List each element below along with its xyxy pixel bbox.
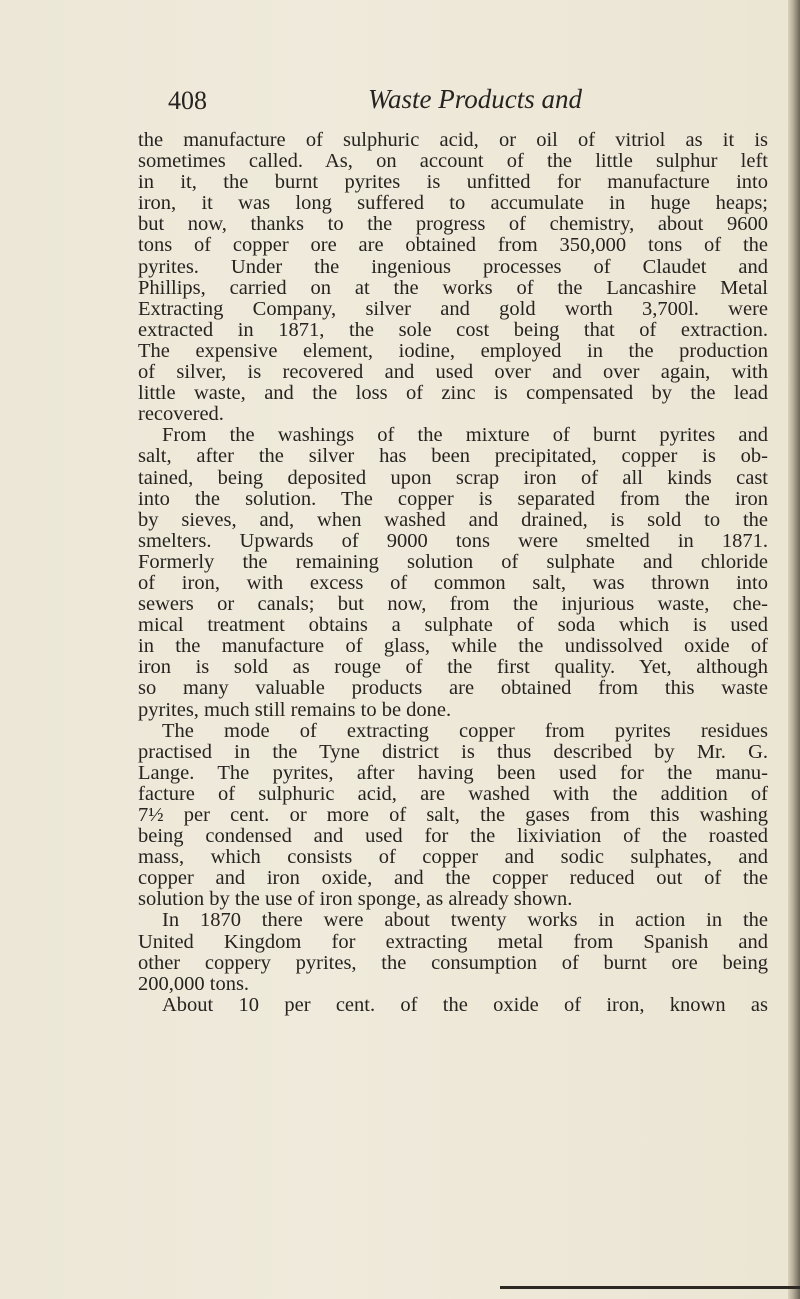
text-line: Lange. The pyrites, after having been used for the manu- — [138, 761, 768, 784]
text-line: Phillips, carried on at the works of the Lancashire Metal — [138, 276, 768, 299]
text-line: smelters. Upwards of 9000 tons were smelted in 1871. — [138, 529, 768, 552]
text-line: United Kingdom for extracting metal from Spanish and — [138, 930, 768, 953]
text-line: tained, being deposited upon scrap iron of all kinds cast — [138, 466, 768, 489]
text-line: so many valuable products are obtained from this waste — [138, 677, 768, 700]
text-line: recovered. — [138, 403, 224, 426]
text-line: of iron, with excess of common salt, was thrown into — [138, 571, 768, 594]
text-line: in the manufacture of glass, while the undissolved oxide of — [138, 635, 768, 658]
text-line: but now, thanks to the progress of chemistry, about 9600 — [138, 213, 768, 236]
text-line: About 10 per cent. of the oxide of iron, known as — [162, 993, 768, 1016]
text-line: salt, after the silver has been precipitated, copper is ob- — [138, 445, 768, 468]
text-line: extracted in 1871, the sole cost being that of extraction. — [138, 318, 768, 341]
text-line: iron, it was long suffered to accumulate in huge heaps; — [138, 192, 768, 215]
text-line: by sieves, and, when washed and drained, is sold to the — [138, 508, 768, 531]
text-line: In 1870 there were about twenty works in action in the — [162, 909, 768, 932]
text-line: The mode of extracting copper from pyrites residues — [162, 719, 768, 742]
text-line: pyrites. Under the ingenious processes of Claudet and — [138, 255, 768, 278]
text-line: pyrites, much still remains to be done. — [138, 698, 452, 721]
text-line: mass, which consists of copper and sodic sulphates, and — [138, 846, 768, 869]
page-header — [168, 86, 768, 126]
text-line: facture of sulphuric acid, are washed with the addition of — [138, 782, 768, 805]
text-line: the manufacture of sulphuric acid, or oil of vitriol as it is — [138, 129, 768, 151]
text-line: tons of copper ore are obtained from 350,000 tons of the — [138, 234, 768, 257]
text-line: little waste, and the loss of zinc is compensated by the lead — [138, 382, 768, 405]
scan-bottom-edge — [500, 1286, 800, 1289]
page-number: 408 — [168, 86, 207, 115]
text-line: 200,000 tons. — [138, 972, 250, 995]
running-title: Waste Products and — [368, 84, 582, 114]
text-line: mical treatment obtains a sulphate of soda which is used — [138, 614, 768, 637]
text-line: copper and iron oxide, and the copper reduced out of the — [138, 867, 768, 890]
text-line: Extracting Company, silver and gold worth 3,700l. were — [138, 297, 768, 320]
text-line: Formerly the remaining solution of sulphate and chloride — [138, 550, 768, 573]
text-line: iron is sold as rouge of the first quality. Yet, although — [138, 656, 768, 679]
text-line: From the washings of the mixture of burnt pyrites and — [162, 424, 768, 447]
text-line: sewers or canals; but now, from the injurious waste, che- — [138, 593, 768, 616]
text-line: of silver, is recovered and used over and over again, with — [138, 361, 768, 384]
body-text — [138, 130, 768, 1016]
text-line: The expensive element, iodine, employed in the production — [138, 339, 768, 362]
text-line: 7½ per cent. or more of salt, the gases from this washing — [138, 804, 768, 826]
text-line: practised in the Tyne district is thus described by Mr. G. — [138, 740, 768, 763]
page-edge-shadow — [788, 0, 800, 1299]
text-line: solution by the use of iron sponge, as already shown. — [138, 888, 573, 911]
text-line: other coppery pyrites, the consumption of burnt ore being — [138, 951, 768, 974]
text-line: sometimes called. As, on account of the little sulphur left — [138, 150, 768, 173]
text-line: into the solution. The copper is separated from the iron — [138, 487, 768, 510]
text-line: being condensed and used for the lixiviation of the roasted — [138, 825, 768, 848]
text-line: in it, the burnt pyrites is unfitted for manufacture into — [138, 171, 768, 194]
